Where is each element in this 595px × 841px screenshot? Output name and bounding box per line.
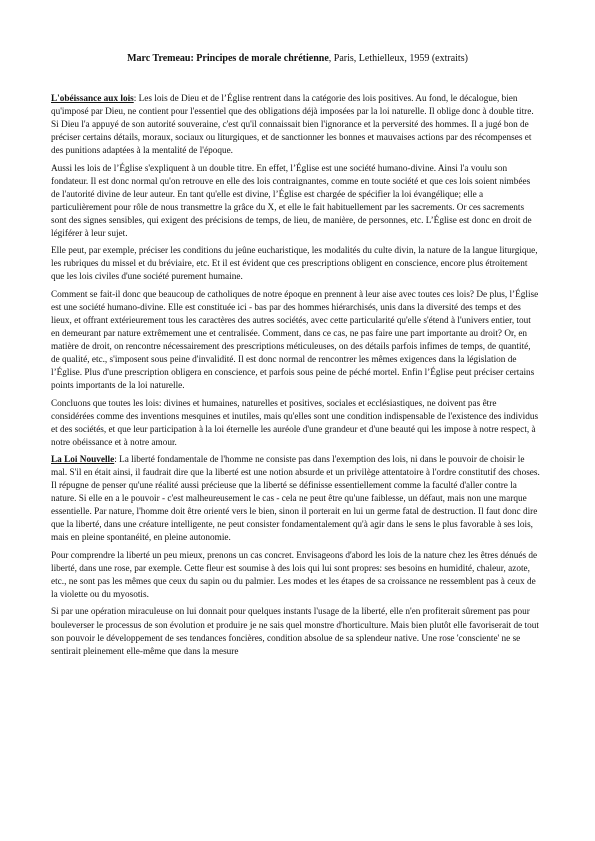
paragraph-text: Pour comprendre la liberté un peu mieux, prenons un cas concret. Envisageons d'abord les lois de la nature chez les êtres dénués de liberté, dans une rose, par exemple. Cette fleur est soumise à des lois qui lui sont propres: ses besoins en humidité, chaleur, azote, etc., ne sont pas les mêmes que ceux du sapin ou du palmier. Les modes et les étapes de sa croissance ne ressemblent pas à ceux de la violette ou du myosotis.	[51, 550, 538, 601]
paragraph-text: Aussi les lois de l’Église s'expliquent à un double titre. En effet, l’Église est une société humano-divine. Ainsi l'a voulu son fondateur. Il est donc normal qu'on retrouve en elle des lois contraignantes, comme en toute société et que ces lois soient nimbées de l'autorité divine de leur auteur. En tant qu'elle est divine, l’Église est chargée de spécifier la loi évangélique; elle a particulièrement pour rôle de nous transmettre la grâce du X, et elle le fait habituellement par les sacrements. Or ces sacrements sont des signes sensibles, qui exigent des précisions de temps, de lieu, de manière, de personnes, etc. L’Église est donc en droit de légiférer à leur sujet.	[51, 163, 532, 239]
paragraph	[51, 398, 541, 450]
paragraph-obeissance	[51, 93, 541, 158]
paragraph	[51, 550, 541, 602]
paragraph-text: Elle peut, par exemple, préciser les conditions du jeûne eucharistique, les modalités du culte divin, la nature de la langue liturgique, les rubriques du missel et du bréviaire, etc. Et il est évident que ces prescriptions obligent en conscience, encore plus étroitement que les lois civiles d'une société purement humaine.	[51, 246, 538, 283]
paragraph-text: Si par une opération miraculeuse on lui donnait pour quelques instants l'usage de la liberté, elle n'en profiterait sûrement pas pour bouleverser le processus de son évolution et produire je ne sais quel monstre d'horticulture. Mais bien plutôt elle favoriserait de tout son pouvoir le développement de ses tendances foncières, condition absolue de sa splendeur native. Une rose 'consciente' ne se sentirait pleinement elle-même que dans la mesure	[51, 607, 539, 657]
paragraph	[51, 163, 541, 241]
paragraph-text: : La liberté fondamentale de l'homme ne consiste pas dans l'exemption des lois, ni dans le pouvoir de choisir le mal. S'il en était ainsi, il faudrait dire que la liberté est une notion absurde et un privilège attentatoire à l'ordre constitutif des choses. Il répugne de penser qu'une réalité aussi précieuse que la liberté se définisse essentiellement comme la faculté d'aller contre la nature. Si elle en a le pouvoir - c'est malheureusement le cas - cela ne peut être qu'une faiblesse, un défaut, mais non une marque essentielle. Par nature, l'homme doit être orienté vers le bien, sinon il porterait en lui un germe fatal de destruction. Il faut donc dire que la liberté, dans une créature intelligente, ne peut consister fondamentalement qu'à agir dans le sens le plus favorable à ses lois, mais en pleine spontanéité, en pleine autonomie.	[51, 455, 540, 544]
paragraph-text: : Les lois de Dieu et de l’Église rentrent dans la catégorie des lois positives. Au fond, le décalogue, bien qu'imposé par Dieu, ne contient pour l'essentiel que des obligations déjà imposées par la loi naturelle. Il oblige donc à double titre. Si Dieu l'a appuyé de son autorité souveraine, c'est qu'il connaissait bien l'ignorance et la perversité des hommes. Il a jugé bon de préciser certains détails, moraux, sociaux ou liturgiques, et de sanctionner les bonnes et mauvaises actions par des récompenses et des punitions adaptées à la mentalité de l'époque.	[51, 94, 534, 157]
paragraph-loi-nouvelle	[51, 454, 541, 545]
document-header	[0, 52, 595, 65]
section-heading-obeissance: L'obéissance aux lois	[51, 94, 134, 104]
paragraph	[51, 289, 541, 393]
document-body	[51, 93, 541, 663]
header-author-title: Marc Tremeau: Principes de morale chrétienne	[127, 53, 329, 64]
paragraph-text: Concluons que toutes les lois: divines et humaines, naturelles et positives, sociales et ecclésiastiques, ne doivent pas être considérées comme des inventions mesquines et inutiles, mais qu'elles sont une condition indispensable de l'existence des individus et des sociétés, et que leur participation à la loi éternelle les auréole d'une grandeur et d'une beauté qui les impose à notre respect, à notre obéissance et à notre amour.	[51, 398, 539, 448]
paragraph	[51, 245, 541, 284]
header-publication: , Paris, Lethielleux, 1959 (extraits)	[328, 53, 468, 64]
paragraph	[51, 606, 541, 658]
section-heading-loi-nouvelle: La Loi Nouvelle	[51, 455, 115, 466]
paragraph-text: Comment se fait-il donc que beaucoup de catholiques de notre époque en prennent à leur aise avec toutes ces lois? De plus, l’Église est une société humano-divine. Elle est constituée ici - bas par des hommes hiérarchisés, unis dans la diversité des temps et des lieux, et offrant extérieurement tous les caractères des autres sociétés, avec cette particularité qu'elle s'étend à l'univers entier, tout en demeurant par nature extrêmement une et centralisée. Comment, dans ce cas, ne pas faire une part importante au droit? Or, en matière de droit, on rencontre nécessairement des prescriptions méticuleuses, on des détails parfois infimes de temps, de quantité, de qualité, etc., s'imposent sous peine d'invalidité. Il est donc normal de rencontrer les mêmes exigences dans la législation de l’Église. Plus d'une prescription obligera en conscience, et parfois sous peine de péché mortel. Enfin l’Église peut préciser certains points importants de la loi naturelle.	[51, 289, 539, 392]
